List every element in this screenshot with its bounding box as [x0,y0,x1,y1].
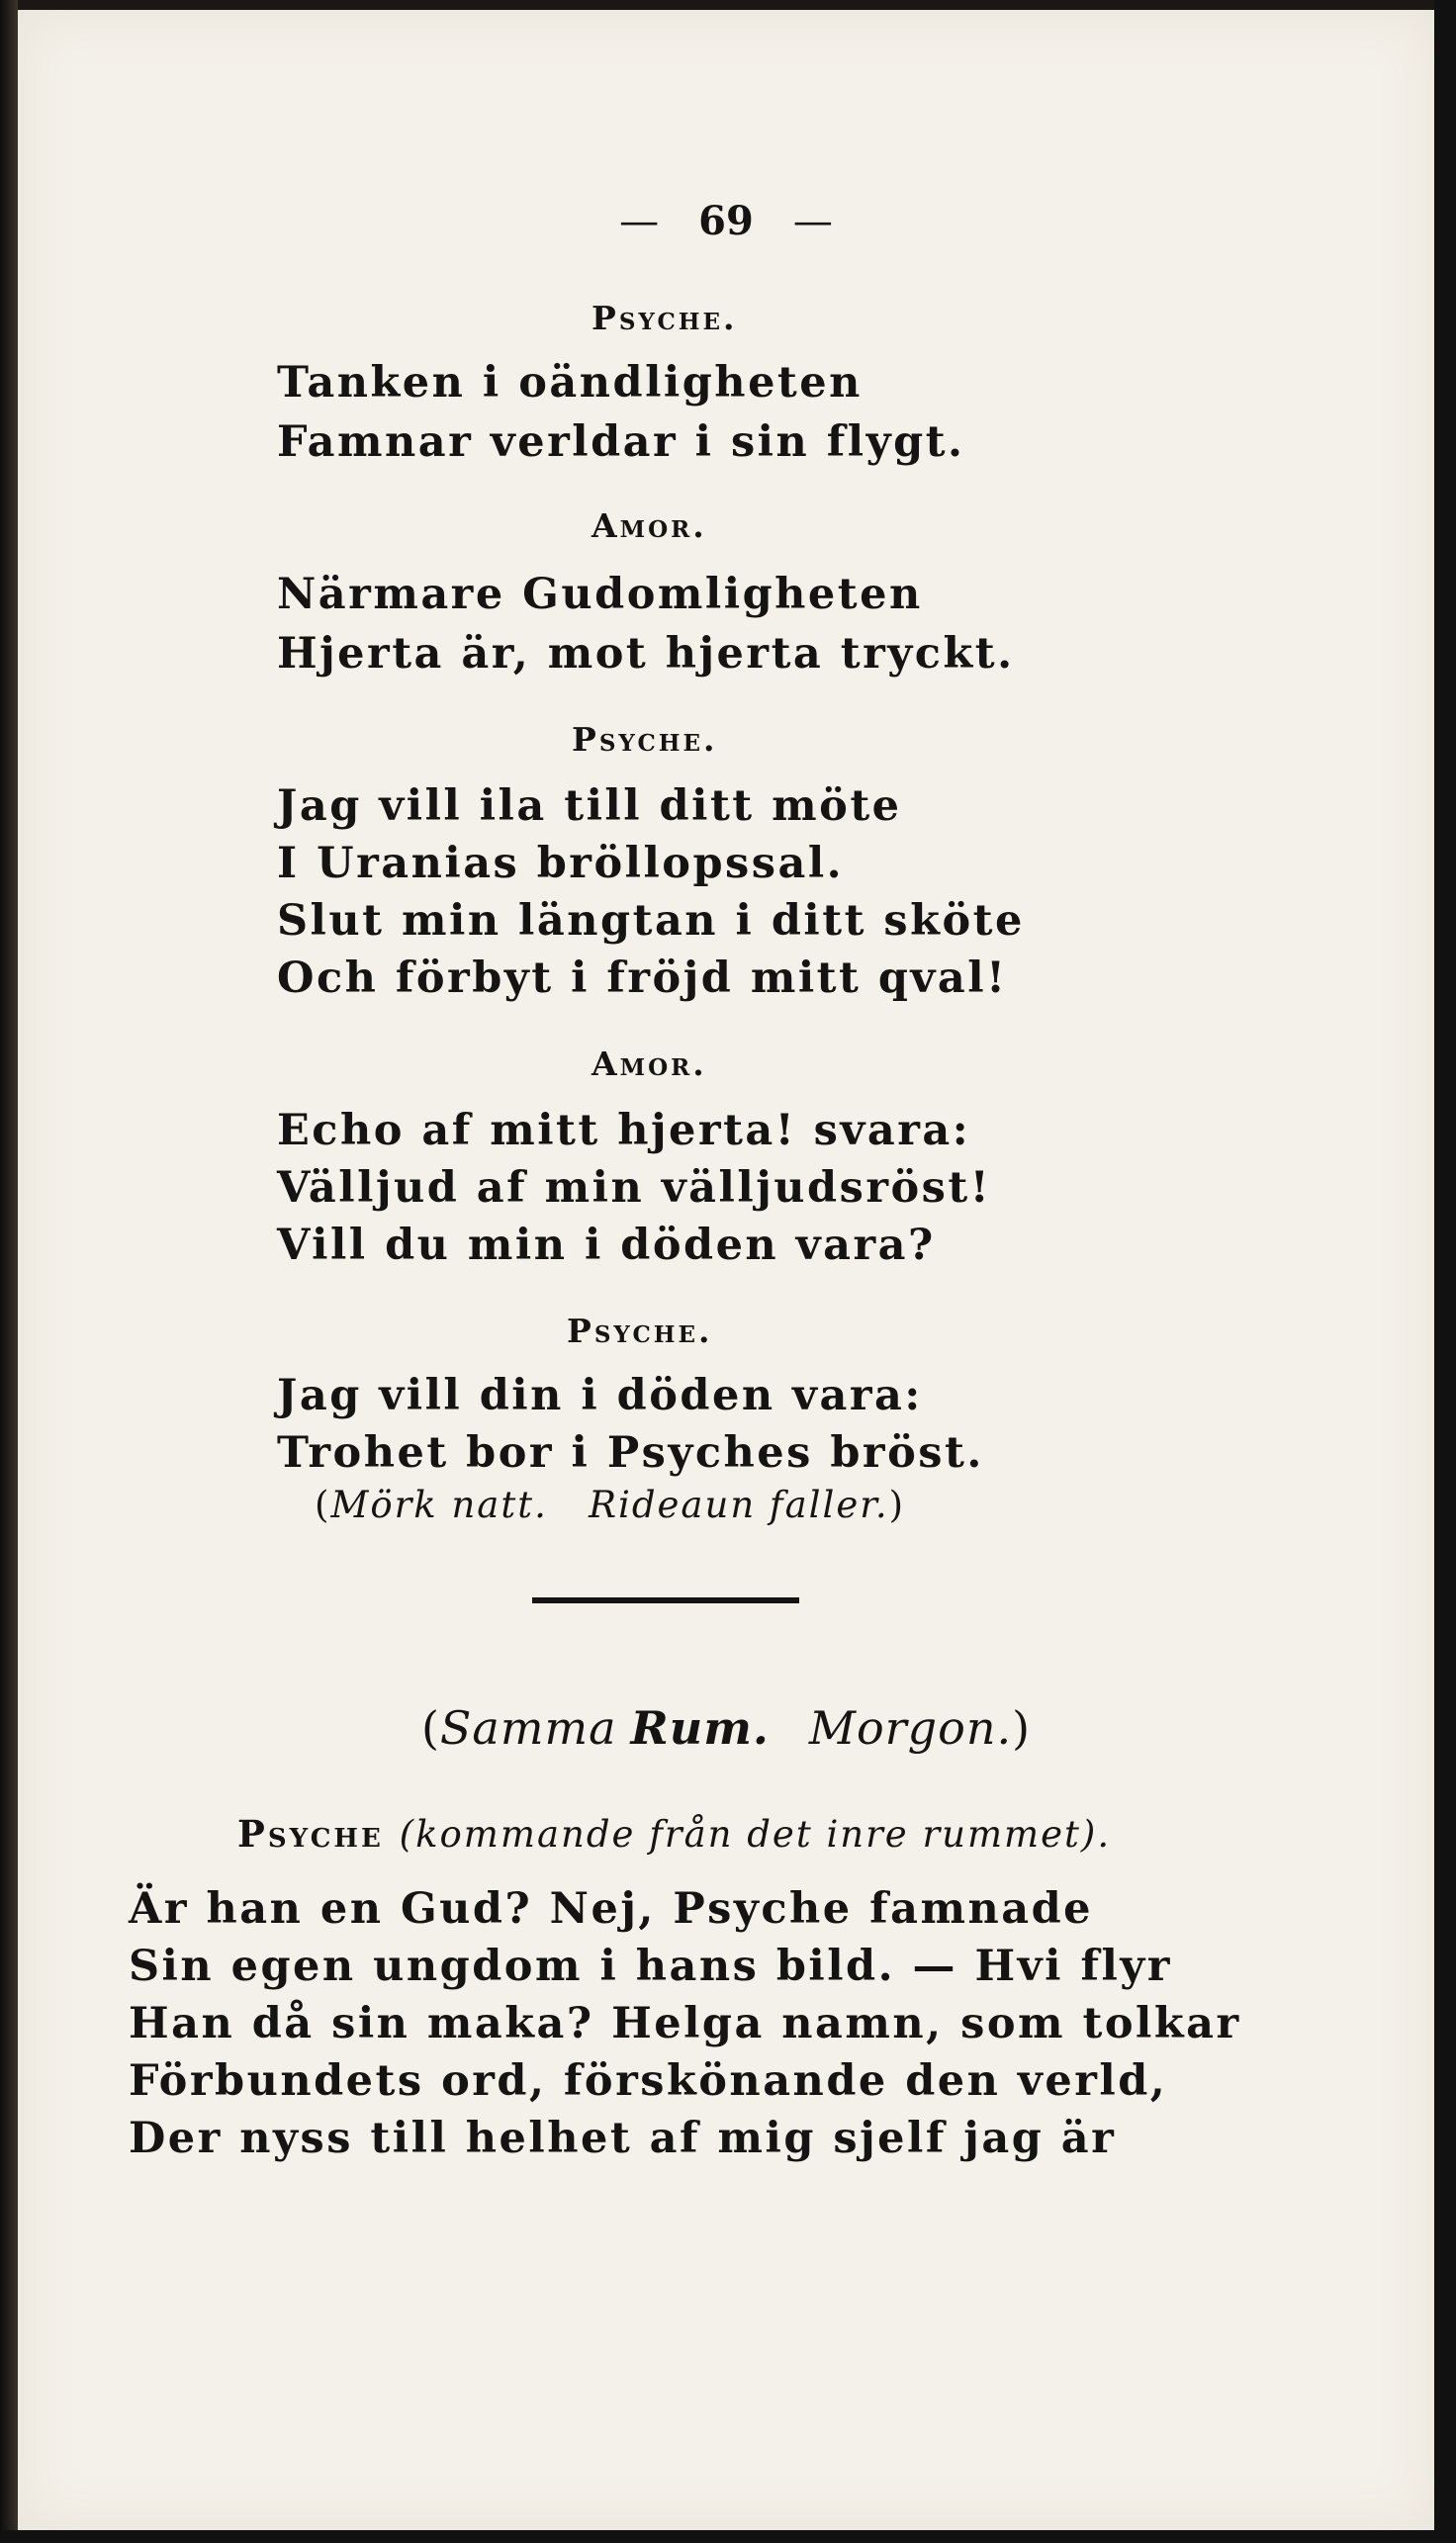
paren-open: ( [420,1701,440,1755]
stage-direction [315,1484,905,1526]
speaker-label: Psyche. [572,720,718,759]
speaker-label: Psyche. [567,1312,713,1350]
verse-line: Sin egen ungdom i hans bild. — Hvi flyr [129,1942,1172,1991]
scene-word-morgon: Morgon. [808,1701,1013,1755]
page-number-header [18,198,1434,244]
verse-line: Slut min längtan i ditt sköte [277,896,1025,946]
speaker-direction: (kommande från det inre rummet). [399,1813,1112,1856]
scene-word-rum: Rum. [630,1701,770,1755]
stage-text-2: Rideaun faller. [589,1484,889,1526]
verse-line: Närmare Gudomligheten [277,570,923,619]
verse-line: Der nyss till helhet af mig sjelf jag är [129,2114,1117,2163]
verse-line: Är han en Gud? Nej, Psyche famnade [129,1884,1094,1934]
stage-text-1: Mörk natt. [330,1484,548,1526]
verse-line: Förbundets ord, förskönande den verld, [129,2056,1168,2106]
verse-line: Hjerta är, mot hjerta tryckt. [277,629,1015,679]
book-spine-shadow [0,0,18,2543]
verse-line: Han då sin maka? Helga namn, som tolkar [129,1999,1241,2048]
speaker-label: Amor. [592,1044,707,1083]
verse-line: Echo af mitt hjerta! svara: [277,1106,971,1155]
verse-line: Och förbyt i fröjd mitt qval! [277,954,1008,1003]
page-edge-right [1434,0,1456,2543]
scene-heading [18,1701,1434,1755]
speaker-label: Amor. [592,506,707,545]
verse-line: Tanken i oändligheten [277,358,863,408]
verse-line: Vill du min i döden vara? [277,1221,936,1270]
page-number: 69 [698,198,754,244]
page-edge-bottom [0,2530,1456,2543]
verse-line: Jag vill din i döden vara: [277,1371,923,1420]
speaker-entry [237,1812,1111,1856]
paren-close: ) [1012,1701,1032,1755]
verse-line: Trohet bor i Psyches bröst. [277,1428,984,1478]
paren-open: ( [315,1484,331,1526]
speaker-label: Psyche. [592,299,738,337]
dash-left: — [619,199,660,244]
verse-line: Famnar verldar i sin flygt. [277,417,965,467]
section-divider [532,1597,799,1603]
paren-close: ) [888,1484,906,1526]
book-page [18,10,1434,2530]
dash-right: — [792,199,833,244]
verse-line: Jag vill ila till ditt möte [277,781,902,831]
verse-line: Välljud af min välljudsröst! [277,1163,992,1213]
verse-line: I Uranias bröllopssal. [277,839,845,888]
scene-word-samma: Samma [439,1701,617,1755]
speaker-name: Psyche [237,1812,384,1856]
